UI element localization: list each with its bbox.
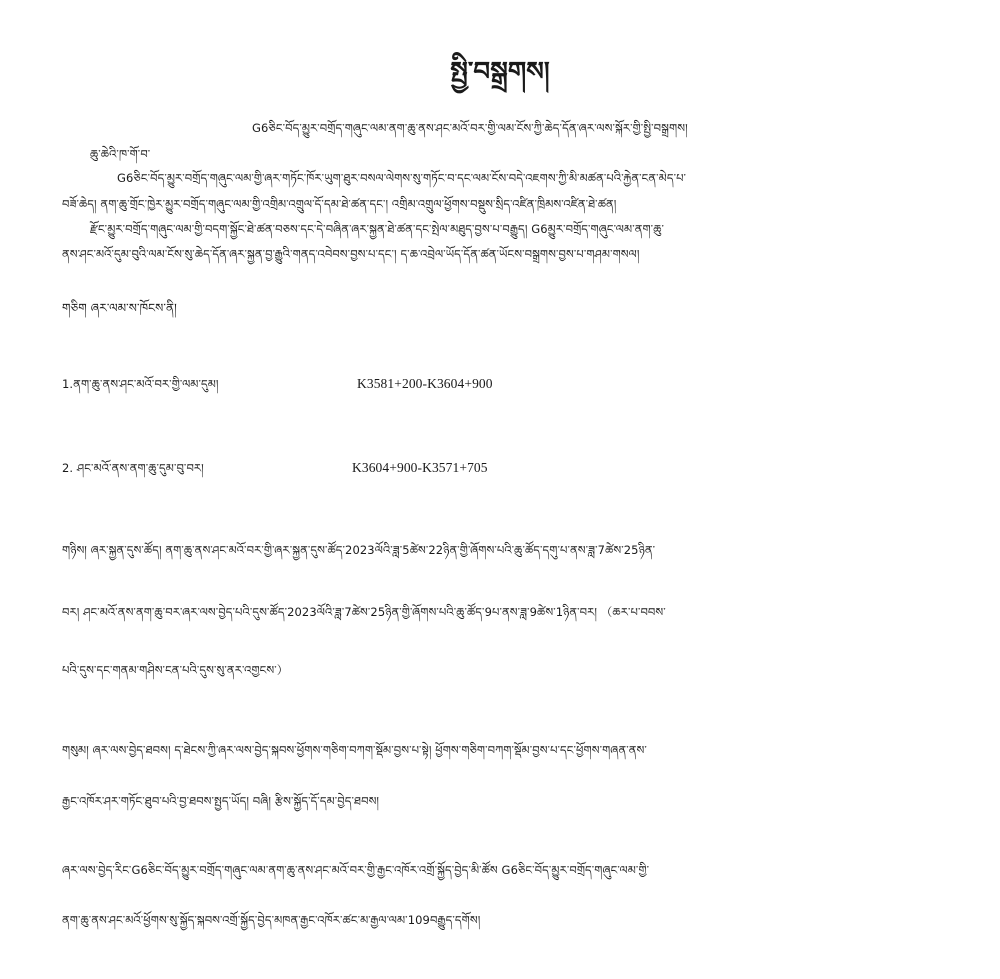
- intro-paragraph-2-line-2: ནས་ཤང་མའོ་དུམ་བུའི་ལམ་ངོས་སུ་ཆེད་དོན་ཞར་སྐྱན་བྱ་རྒྱུའི་གནད་འབེབས་བྱས་པ་དང་། ད་ཆ་འབྲེལ་ཡོད་དོན་ཚན་ཡོངས་བསྒྲགས་བྱས་པ་གཤམ་གསལ།: [62, 247, 640, 261]
- section-2-line-3: པའི་དུས་དང་གནམ་གཤིས་ངན་པའི་དུས་སུ་ནར་འགྱངས་）: [62, 663, 289, 677]
- intro-paragraph-1-line-1: G6ཅིང་བོད་མྱུར་བགྲོད་གཞུང་ལམ་གྱི་ཞར་གཏོང་ཁོར་ཡུག་ཐུར་བསལ་ལེགས་སུ་གཏོང་བ་དང་ལམ་ངོས་བདེ་འཇགས་ཀྱི་མི་མཚན་པའི་རྐྱེན་ངན་མེད་པ་: [117, 171, 687, 185]
- page-title: སྤྱི་བསྒྲགས།: [450, 57, 550, 87]
- section-2-line-1: གཉིས། ཞར་སྐྱན་དུས་ཚོད། ནག་ཆུ་ནས་ཤང་མའོ་བར་གྱི་ཞར་སྐྱན་དུས་ཚོད་2023ལོའི་ཟླ་5ཚེས་22ཉིན་གྱི་ཞོགས་པའི་ཆུ་ཚོད་དགུ་པ་ནས་ཟླ་7ཚེས་25ཉིན་: [62, 543, 656, 557]
- intro-addressee: ཆུ་ཆེའི་ཁ་གོ་བ་: [90, 147, 151, 161]
- intro-heading: G6ཅིང་བོད་མྱུར་བགྲོད་གཞུང་ལམ་ནག་ཆུ་ནས་ཤང་མའོ་བར་གྱི་ལམ་ངོས་ཀྱི་ཆེད་དོན་ཞར་ལས་སྐོར་གྱི་སྤྱི་བསྒྲགས།: [252, 121, 688, 135]
- section-2-line-2: བར། ཤང་མའོ་ནས་ནག་ཆུ་བར་ཞར་ལས་བྱེད་པའི་དུས་ཚོད་2023ལོའི་ཟླ་7ཚེས་25ཉིན་གྱི་ཞོགས་པའི་ཆུ་ཚོད་9པ་ནས་ཟླ་9ཚེས་1ཉིན་བར། （ཆར་པ་བབས་: [62, 605, 666, 619]
- route-2-code: K3604+900-K3571+705: [352, 460, 488, 475]
- section-1-heading: གཅིག ཞར་ལམ་ས་ཁོངས་ནི།: [62, 301, 177, 315]
- intro-paragraph-2-line-1: རྫོང་མྱུར་བགྲོད་གཞུང་ལམ་གྱི་བདག་སྐྱོང་ཐེ་ཚན་བཅས་དང་དེ་བཞིན་ཞར་སྐྱན་ཐེ་ཚན་དང་སྤེལ་མཐུད་བྱས་པ་བརྒྱུད། G6མྱུར་བགྲོད་གཞུང་ལམ་ནག་ཆུ་: [90, 222, 664, 236]
- route-1-label: 1.ནག་ཆུ་ནས་ཤང་མའོ་བར་གྱི་ལམ་དུམ།: [62, 377, 219, 391]
- intro-paragraph-1-line-2: བཟོ་ཆེད། ནག་ཆུ་གྲོང་ཁྱེར་མྱུར་བགྲོད་གཞུང་ལམ་གྱི་འགྲིམ་འགྲུལ་དོ་དམ་ཐེ་ཚན་དང་། འགྲིམ་འགྲུལ་ཕྱོགས་བསྡུས་སྲིད་འཛིན་ཁྲིམས་འཛིན་ཐེ་ཚན།: [62, 197, 617, 211]
- section-4-line-2: ནག་ཆུ་ནས་ཤང་མའོ་ཕྱོགས་སུ་སྐྱོད་སྐབས་འགྲོ་སྐྱོད་བྱེད་མཁན་རྒྱང་འཁོར་ཚང་མ་རྒྱལ་ལམ་109བརྒྱུད་དགོས།: [62, 913, 481, 927]
- section-4-line-1: ཞར་ལས་བྱེད་རིང་G6ཅིང་བོད་མྱུར་བགྲོད་གཞུང་ལམ་ནག་ཆུ་ནས་ཤང་མའོ་བར་གྱི་རྒྱང་འཁོར་འགྲོ་སྐྱོད་བྱེད་མི་ཚོས G6ཅིང་བོད་མྱུར་བགྲོད་གཞུང་ལམ་གྱི་: [62, 863, 650, 877]
- section-3-line-2: རྒྱང་འཁོར་ཤར་གཏོང་ཐུབ་པའི་བྱ་ཐབས་སྤྱད་ཡོད། བཞི། རྩིས་སྐྱོད་དོ་དམ་བྱེད་ཐབས།: [62, 794, 380, 808]
- route-1-code: K3581+200-K3604+900: [357, 376, 493, 391]
- route-2-label: 2. ཤང་མའོ་ནས་ནག་ཆུ་དུམ་བུ་བར།: [62, 461, 204, 475]
- section-3-line-1: གསུམ། ཞར་ལས་བྱེད་ཐབས། ད་ཐེངས་ཀྱི་ཞར་ལས་བྱེད་སྐབས་ཕྱོགས་གཅིག་བཀག་སྡོམ་བྱས་པ་སྟེ། ཕྱོགས་གཅིག་བཀག་སྡོམ་བྱས་པ་དང་ཕྱོགས་གཞན་ནས་: [62, 743, 647, 757]
